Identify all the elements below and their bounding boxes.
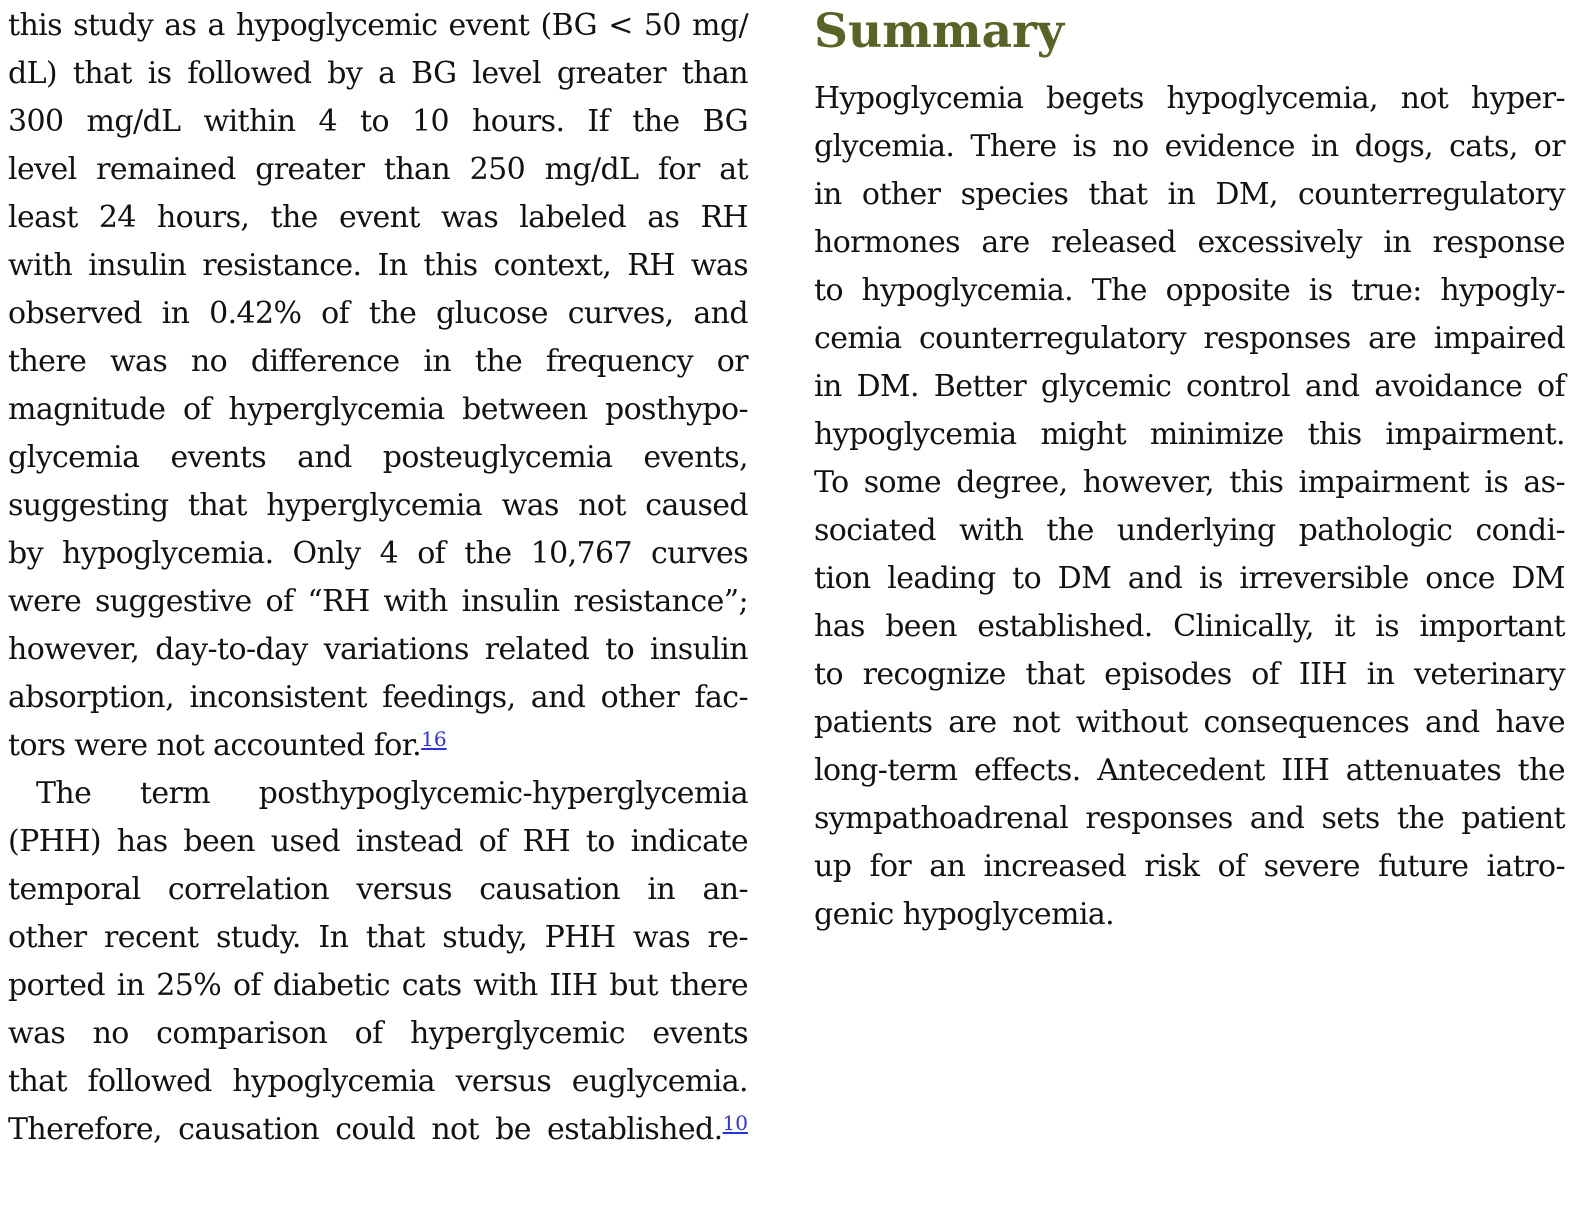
text-line: in other species that in DM, counterregulatory (814, 177, 1565, 212)
reference-link[interactable]: 16 (421, 727, 447, 751)
text-line: tion leading to DM and is irreversible once DM (814, 561, 1565, 596)
text-line: level remained greater than 250 mg/dL for at (8, 152, 748, 187)
text-line: other recent study. In that study, PHH was re- (8, 920, 748, 955)
text-line: this study as a hypoglycemic event (BG < 50 mg/ (8, 8, 748, 43)
text-line: however, day-to-day variations related to insulin (8, 632, 748, 667)
text-line: glycemia events and posteuglycemia events, (8, 440, 748, 475)
text-line: observed in 0.42% of the glucose curves, and (8, 296, 748, 331)
text-line: temporal correlation versus causation in an- (8, 872, 748, 907)
text-line: by hypoglycemia. Only 4 of the 10,767 curves (8, 536, 748, 571)
text-line: dL) that is followed by a BG level greater than (8, 56, 748, 91)
text-line: The term posthypoglycemic-hyperglycemia (36, 776, 748, 811)
paragraph (8, 770, 748, 1154)
text-line: were suggestive of “RH with insulin resistance”; (8, 584, 748, 619)
text-line: long-term effects. Antecedent IIH attenuates the (814, 753, 1565, 788)
text-line: Therefore, causation could not be established.$^{10}$ (8, 1111, 748, 1147)
text-line: there was no difference in the frequency or (8, 344, 748, 379)
paragraph (814, 75, 1565, 939)
text-line: glycemia. There is no evidence in dogs, cats, or (814, 129, 1565, 164)
text-line: (PHH) has been used instead of RH to indicate (8, 824, 748, 859)
left-column (8, 2, 748, 1154)
text-line: hypoglycemia might minimize this impairment. (814, 417, 1565, 452)
text-line: Hypoglycemia begets hypoglycemia, not hyper- (814, 81, 1565, 116)
text-line: 300 mg/dL within 4 to 10 hours. If the BG (8, 104, 748, 139)
citation-superscript (421, 727, 446, 751)
text-line: up for an increased risk of severe future iatro- (814, 849, 1565, 884)
text-line: has been established. Clinically, it is important (814, 609, 1565, 644)
summary-heading: Summary (814, 4, 1065, 59)
text-line: magnitude of hyperglycemia between posthypo- (8, 392, 748, 427)
text-line: cemia counterregulatory responses are impaired (814, 321, 1565, 356)
text-line: that followed hypoglycemia versus euglycemia. (8, 1064, 748, 1099)
text-line: ported in 25% of diabetic cats with IIH but there (8, 968, 748, 1003)
reference-link[interactable]: 10 (722, 1111, 748, 1135)
citation-superscript (723, 1111, 748, 1135)
text-line: genic hypoglycemia. (814, 897, 1115, 932)
text-line: To some degree, however, this impairment is as- (814, 465, 1565, 500)
text-line: to hypoglycemia. The opposite is true: hypogly- (814, 273, 1565, 308)
text-line: sociated with the underlying pathologic condi- (814, 513, 1565, 548)
text-line: suggesting that hyperglycemia was not caused (8, 488, 748, 523)
paragraph (8, 2, 748, 770)
text-line: least 24 hours, the event was labeled as RH (8, 200, 748, 235)
text-line: patients are not without consequences and have (814, 705, 1565, 740)
right-column (814, 2, 1565, 939)
text-line: was no comparison of hyperglycemic events (8, 1016, 748, 1051)
text-line: tors were not accounted for.$^{16}$ (8, 727, 447, 763)
text-line: hormones are released excessively in response (814, 225, 1565, 260)
text-line: in DM. Better glycemic control and avoidance of (814, 369, 1565, 404)
text-line: sympathoadrenal responses and sets the patient (814, 801, 1565, 836)
text-line: with insulin resistance. In this context, RH was (8, 248, 748, 283)
text-line: absorption, inconsistent feedings, and other fac- (8, 680, 748, 715)
text-line: to recognize that episodes of IIH in veterinary (814, 657, 1565, 692)
